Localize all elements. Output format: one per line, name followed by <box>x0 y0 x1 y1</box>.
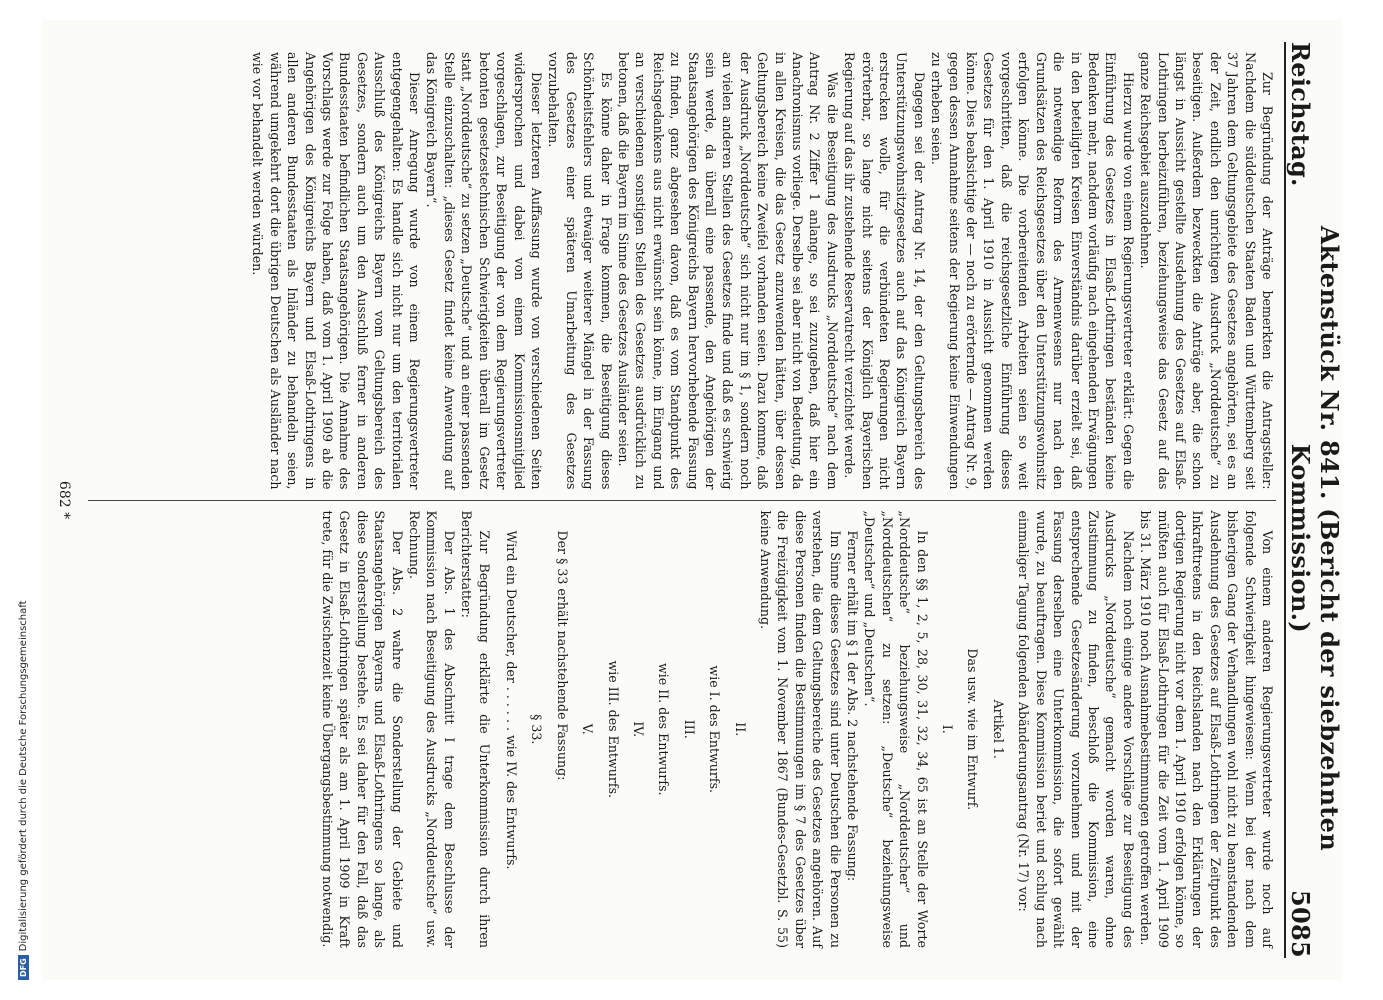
section-IV: IV. <box>630 721 646 738</box>
section-III-text: wie II. des Entwurfs. <box>655 662 671 796</box>
section-IV-text: wie III. des Entwurfs. <box>605 660 621 799</box>
section-II-text: wie I. des Entwurfs. <box>706 665 722 794</box>
paragraph: Der Abs. 2 wahre die Sonderstellung der Gebiete und Staatsangehörigen Bayerns und Elsaß-Lothringens so lange, als diese Sonderstellung bestehe. Es sei daher für den Fall, daß das Gesetz in Elsaß-Lothringen später als am 1. April 1909 in Kraft trete, für die Zwischenzeit keine Übergangsbestimmung notwendig. <box>319 510 405 948</box>
dfg-logo: DFG <box>18 955 29 980</box>
section-II: II. <box>732 722 748 737</box>
paragraph: Es könne daher in Frage kommen, die Beseitigung dieses Schönheitsfehlers und etwaiger weiterer Mängel in der Fassung des Gesetzes einer späteren Umarbeitung des Gesetzes vorzubehalten. <box>545 52 614 490</box>
document-page <box>42 20 1342 980</box>
header-title: Aktenstück Nr. 841. (Bericht der siebzehnten Kommission.) <box>1285 225 1344 851</box>
paragraph: Wird ein Deutscher, der . . . . . . wie IV. des Entwurfs. <box>503 530 519 870</box>
text-columns <box>88 42 1276 958</box>
paragraph: Nachdem noch einige andere Vorschläge zur Beseitigung des Ausdrucks „Norddeutsche“ gemacht worden waren, ohne Zustimmung zu finden, beschloß die Kommission, eine entsprechende Gesetzesänderung vorzunehmen und mit der Fassung derselben eine Unterkommission, die sofort gewählt wurde, zu beauftragen. Diese Kommission beriet und schlug nach einmaliger Tagung folgenden Abänderungsantrag (Nr. 17) vor: <box>1015 510 1136 948</box>
paragraph: Der § 33 erhält nachstehende Fassung: <box>554 530 570 781</box>
left-column <box>88 42 1276 500</box>
paragraph: Von einem anderen Regierungsvertreter wurde noch auf folgende Schwierigkeit hingewiesen: Wenn bei der nach dem bisherigen Gang der Verhandlungen wohl nicht zu beanstandenden Ausdehnung des Gesetzes auf Elsaß-Lothringen der Zeitpunkt des Inkrafttretens in den Reichslanden nach den Erklärungen der dortigen Regierung nicht vor dem 1. April 1910 erfolgen könne, so müßten auch für Elsaß-Lothringen für die Zeit vom 1. April 1909 bis 31. März 1910 noch Ausnahmebestimmungen getroffen werden. <box>1137 510 1275 948</box>
right-column <box>88 500 1276 959</box>
footer-page-number: 682 * <box>55 480 72 520</box>
paragraph: Zur Begründung erklärte die Unterkommission durch ihren Berichterstatter: <box>458 510 492 948</box>
paragraph: Der Abs. 1 des Abschnitt I trage dem Beschlusse der Kommission nach Beseitigung des Ausdrucks „Norddeutsche“ usw. Rechnung. <box>406 510 457 948</box>
paragraph-33-heading: § 33. <box>528 714 544 745</box>
header-left: Reichstag. <box>1285 42 1315 187</box>
paragraph: Dieser letzteren Auffassung wurde von verschiedenen Seiten widersprochen und dabei von einem Kommissionsmitglied vorgeschlagen, zur Beseitigung der von dem Regierungsvertreter betonten gesetzestechnischen Schwierigkeiten überall im Gesetz statt „Norddeutsche“ zu setzen „Deutsche“ und an einer passenden Stelle einzuschalten: „dieses Gesetz findet keine Anwendung auf das Königreich Bayern“. <box>424 52 544 490</box>
paragraph: Was die Beseitigung des Ausdrucks „Norddeutsche“ nach dem Antrag Nr. 2 Ziffer 1 anlange, so sei zuzugeben, daß hier ein Anachronismus vorliege. Derselbe sei aber nicht von Bedeutung, da in allen Kreisen, die das Gesetz anzuwenden hätten, über dessen Geltungsbereich keine Zweifel vorhanden seien. Dazu komme, daß der Ausdruck „Norddeutsche“ sich nicht nur im § 1, sondern noch an vielen anderen Stellen des Gesetzes finde und daß es schwierig sein werde, da überall eine passende, den Angehörigen der Staatsangehörigen des Königreichs Bayern hervorhebende Fassung zu finden, ganz abgesehen davon, daß es vom Standpunkt des Reichsgedankens aus nicht erwünscht sein könne, im Eingang und an verschiedenen sonstigen Stellen des Gesetzes ausdrücklich zu betonen, daß die Bayern im Sinne des Gesetzes Ausländer seien. <box>615 52 840 490</box>
section-V: V. <box>579 723 595 735</box>
paragraph: Ferner erhält im § 1 der Abs. 2 nachstehende Fassung: <box>844 530 860 882</box>
funding-credit <box>18 600 29 980</box>
page-header <box>1284 42 1344 958</box>
paragraph: In den §§ 1, 2, 5, 28, 30, 31, 32, 34, 65 ist an Stelle der Worte „Norddeutsche“ beziehungsweise „Norddeutscher“ und „Norddeutschen“ zu setzen: „Deutsche“ beziehungsweise „Deutscher“ und „Deutschen“. <box>861 510 930 948</box>
article-subline: Das usw. wie im Entwurf. <box>965 648 980 811</box>
paragraph: Im Sinne dieses Gesetzes sind unter Deutschen die Personen zu verstehen, die dem Geltungsbereiche des Gesetzes angehören. Auf diese Personen finden die Bestimmungen im § 7 des Gesetzes über die Freizügigkeit vom 1. November 1867 (Bundes-Gesetzbl. S. 55) keine Anwendung. <box>757 510 843 948</box>
paragraph: Dagegen sei der Antrag Nr. 14, der den Geltungsbereich des Unterstützungswohnsitzgesetzes auch auf das Königreich Bayern erstrecken wolle, für die verbündeten Regierungen nicht erörterbar, so lange nicht seitens der Königlich Bayerischen Regierung auf das ihr zustehende Reservatrecht verzichtet werde. <box>841 52 927 490</box>
article-heading: Artikel 1. <box>990 699 1006 759</box>
funding-text: Digitalisierung gefördert durch die Deutsche Forschungsgemeinschaft <box>18 600 29 952</box>
sidebar-credit <box>0 0 34 1000</box>
section-I: I. <box>939 724 955 734</box>
header-page-number: 5085 <box>1285 890 1315 958</box>
paragraph: Dieser Anregung wurde von einem Regierungsvertreter entgegengehalten: Es handle sich nicht nur um den territorialen Ausschluß des Königreichs Bayern vom Geltungsbereich des Gesetzes, sondern auch um den Ausschluß ferner in anderen Bundesstaaten befindlichen Staatsangehörigen. Die Annahme des Vorschlags werde zur Folge haben, daß vom 1. April 1909 ab die Angehörigen des Königreichs Bayern und Elsaß-Lothringens in allen anderen Bundesstaaten als Inländer zu behandeln seien, während umgekehrt dort die übrigen Deutschen als Ausländer nach wie vor behandelt werden würden. <box>249 52 422 490</box>
paragraph: Hierzu wurde von einem Regierungsvertreter erklärt: Gegen die Einführung des Gesetzes in Elsaß-Lothringen beständen keine Bedenken mehr, nachdem vorläufig nach eingehenden Erwägungen in den beteiligten Kreisen Einverständnis darüber erzielt sei, daß die notwendige Reform des Armenwesens nur nach den Grundsätzen des Reichsgesetzes über den Unterstützungswohnsitz erfolgen könne. Die vorbereitenden Arbeiten seien so weit vorgeschritten, daß die reichsgesetzliche Einführung dieses Gesetzes für den 1. April 1910 in Aussicht genommen werden könne. Dies beabsichtige der — noch zu erörternde — Antrag Nr. 9, gegen dessen Annahme seitens der Regierung keine Einwendungen zu erheben seien. <box>928 52 1136 490</box>
section-III: III. <box>681 719 697 739</box>
paragraph: Zur Begründung der Anträge bemerkten die Antragsteller: Nachdem die süddeutschen Staaten Baden und Württemberg seit 37 Jahren dem Geltungsgebiete des Gesetzes angehörten, sei es an der Zeit, endlich den unrichtigen Ausdruck „Norddeutsche“ zu beseitigen. Außerdem bezweckten die Anträge aber, die schon längst in Aussicht gestellte Ausdehnung des Gesetzes auf Elsaß-Lothringen herbeizuführen, beziehungsweise das Gesetz auf das ganze Reichsgebiet auszudehnen. <box>1137 52 1275 490</box>
